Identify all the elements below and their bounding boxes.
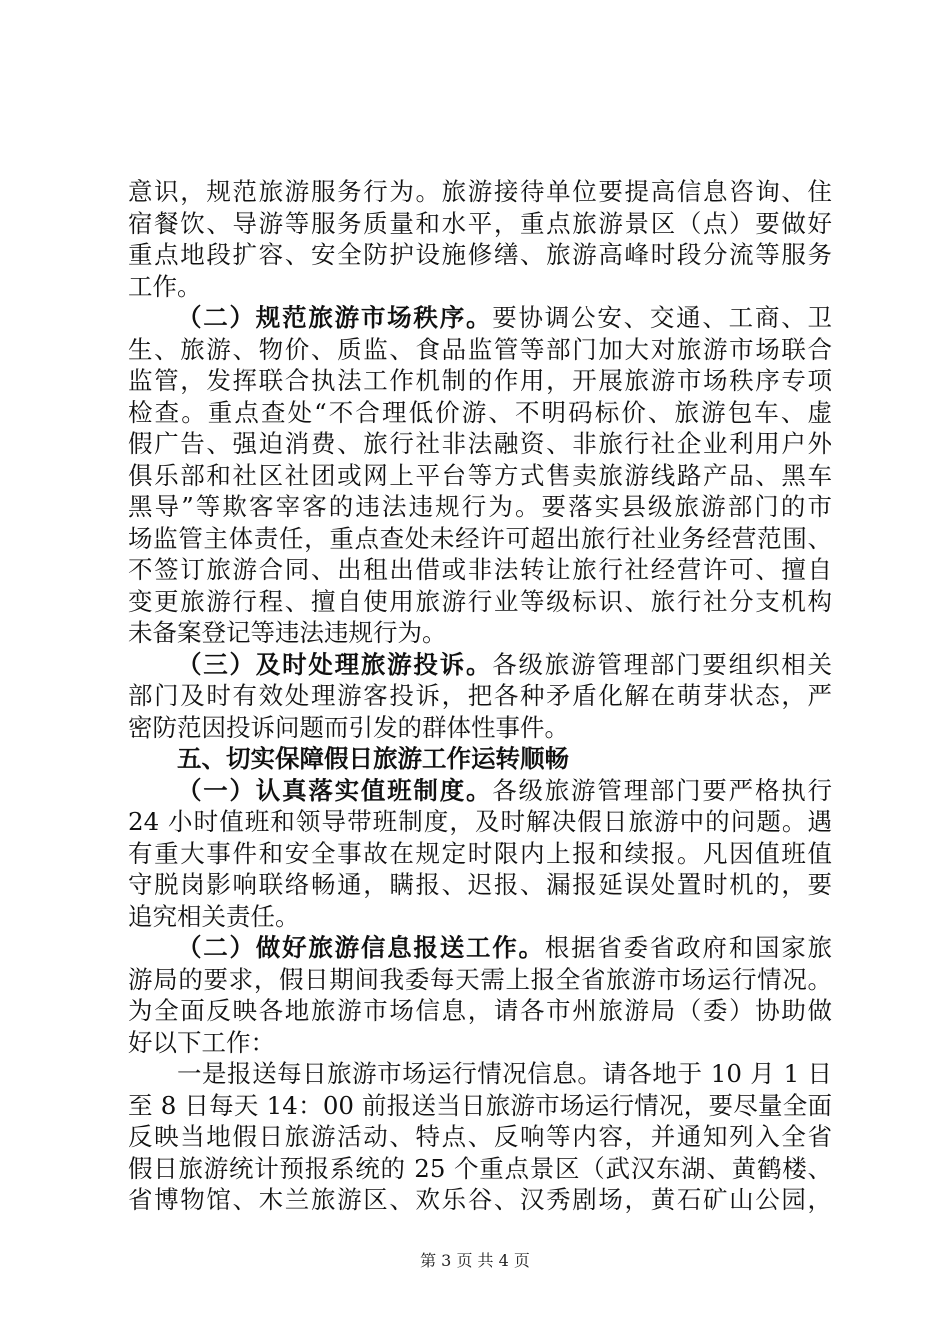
text-line: 一是报送每日旅游市场运行情况信息。请各地于 10 月 1 日 — [177, 1059, 832, 1088]
paragraph-info-report — [128, 932, 832, 1058]
subheading: （二）规范旅游市场秩序。 — [177, 303, 493, 332]
text-line: 宿餐饮、导游等服务质量和水平，重点旅游景区（点）要做好 — [128, 208, 832, 238]
text-line: 假广告、强迫消费、旅行社非法融资、非旅行社企业利用户外 — [128, 429, 832, 458]
text-line: 省博物馆、木兰旅游区、欢乐谷、汉秀剧场，黄石矿山公园， — [128, 1185, 832, 1214]
text-line: 反映当地假日旅游活动、特点、反响等内容，并通知列入全省 — [128, 1122, 832, 1151]
paragraph-complaints — [128, 649, 832, 744]
text-line: 好以下工作： — [128, 1027, 275, 1057]
text-line: 部门及时有效处理游客投诉，把各种矛盾化解在萌芽状态，严 — [128, 681, 832, 710]
text-line: 场监管主体责任，重点查处未经许可超出旅行社业务经营范围、 — [128, 523, 832, 553]
text-line: 重点地段扩容、安全防护设施修缮、旅游高峰时段分流等服务 — [128, 240, 832, 269]
text-line: 黑导”等欺客宰客的违法违规行为。要落实县级旅游部门的市 — [128, 492, 832, 521]
text-line: 密防范因投诉问题而引发的群体性事件。 — [128, 712, 569, 742]
document-body — [128, 176, 832, 1216]
paragraph-duty — [128, 775, 832, 933]
text-line: 意识，规范旅游服务行为。旅游接待单位要提高信息咨询、住 — [128, 177, 832, 206]
text-line: 工作。 — [128, 271, 202, 301]
text-line: 生、旅游、物价、质监、食品监管等部门加大对旅游市场联合 — [128, 334, 832, 364]
text-line: 检查。重点查处“不合理低价游、不明码标价、旅游包车、虚 — [128, 397, 832, 427]
text-line: 游局的要求，假日期间我委每天需上报全省旅游市场运行情况。 — [128, 964, 832, 994]
text-line: （二）规范旅游市场秩序。要协调公安、交通、工商、卫 — [177, 303, 832, 332]
text-line: （一）认真落实值班制度。各级旅游管理部门要严格执行 — [177, 775, 832, 805]
section-heading: 五、切实保障假日旅游工作运转顺畅 — [177, 744, 569, 773]
text-line: （二）做好旅游信息报送工作。根据省委省政府和国家旅 — [177, 933, 833, 962]
text-line: 未备案登记等违法违规行为。 — [128, 618, 447, 647]
paragraph-daily-report — [128, 1058, 832, 1216]
subheading: （一）认真落实值班制度。 — [177, 775, 493, 805]
text-line: 俱乐部和社区社团或网上平台等方式售卖旅游线路产品、黑车 — [128, 460, 832, 490]
text-line: 假日旅游统计预报系统的 25 个重点景区（武汉东湖、黄鹤楼、 — [128, 1153, 832, 1183]
text-line: 追究相关责任。 — [128, 901, 300, 931]
text-line: 至 8 日每天 14：00 前报送当日旅游市场运行情况，要尽量全面 — [128, 1090, 832, 1120]
text-line: 为全面反映各地旅游市场信息，请各市州旅游局（委）协助做 — [128, 996, 832, 1025]
text-line: 24 小时值班和领导带班制度，及时解决假日旅游中的问题。遇 — [128, 807, 832, 836]
text-line: 守脱岗影响联络畅通，瞒报、迟报、漏报延误处置时机的，要 — [128, 870, 832, 899]
text-line: 监管，发挥联合执法工作机制的作用，开展旅游市场秩序专项 — [128, 366, 832, 395]
subheading: （二）做好旅游信息报送工作。 — [177, 933, 545, 962]
page-footer: 第 3 页 共 4 页 — [420, 1251, 530, 1270]
text-line: 有重大事件和安全事故在规定时限内上报和续报。凡因值班值 — [128, 838, 832, 868]
text-line: 不签订旅游合同、出租出借或非法转让旅行社经营许可、擅自 — [128, 555, 832, 584]
paragraph-market-order — [128, 302, 832, 649]
paragraph-continuation — [128, 176, 832, 302]
text-line: 变更旅游行程、擅自使用旅游行业等级标识、旅行社分支机构 — [128, 586, 832, 616]
subheading: （三）及时处理旅游投诉。 — [177, 649, 493, 679]
text-line: （三）及时处理旅游投诉。各级旅游管理部门要组织相关 — [177, 649, 832, 679]
